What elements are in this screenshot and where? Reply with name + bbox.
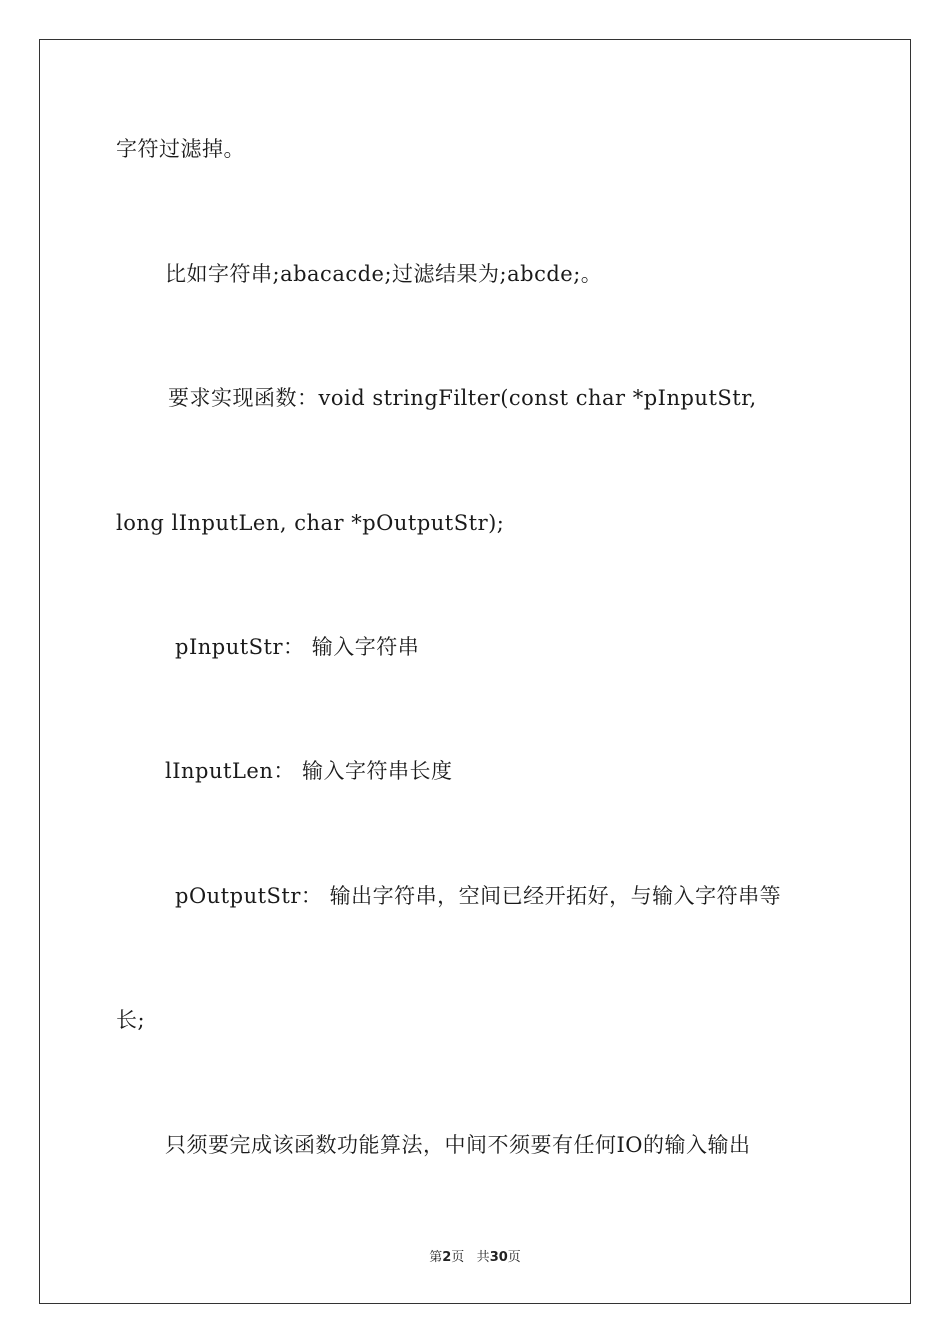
text-line-8: 长; xyxy=(116,1008,146,1032)
page-footer xyxy=(0,1246,950,1265)
page-suffix: 页 xyxy=(451,1250,465,1265)
total-prefix: 共 xyxy=(476,1250,490,1265)
text-line-2: 比如字符串;abacacde;过滤结果为;abcde;。 xyxy=(165,262,603,286)
text-line-6: lInputLen： 输入字符串长度 xyxy=(165,759,453,783)
page-frame xyxy=(39,39,911,1304)
text-line-3: 要求实现函数：void stringFilter(const char *pInputStr, xyxy=(168,386,757,410)
text-line-1: 字符过滤掉。 xyxy=(116,137,245,161)
page-prefix: 第 xyxy=(429,1250,443,1265)
total-suffix: 页 xyxy=(507,1250,521,1265)
text-line-4: long lInputLen, char *pOutputStr); xyxy=(116,511,505,535)
text-line-5: pInputStr： 输入字符串 xyxy=(175,635,420,659)
text-line-9: 只须要完成该函数功能算法，中间不须要有任何IO的输入输出 xyxy=(165,1133,751,1157)
page-number: 2 xyxy=(442,1250,452,1265)
total-pages: 30 xyxy=(489,1250,508,1265)
text-line-7: pOutputStr： 输出字符串，空间已经开拓好，与输入字符串等 xyxy=(175,884,782,908)
